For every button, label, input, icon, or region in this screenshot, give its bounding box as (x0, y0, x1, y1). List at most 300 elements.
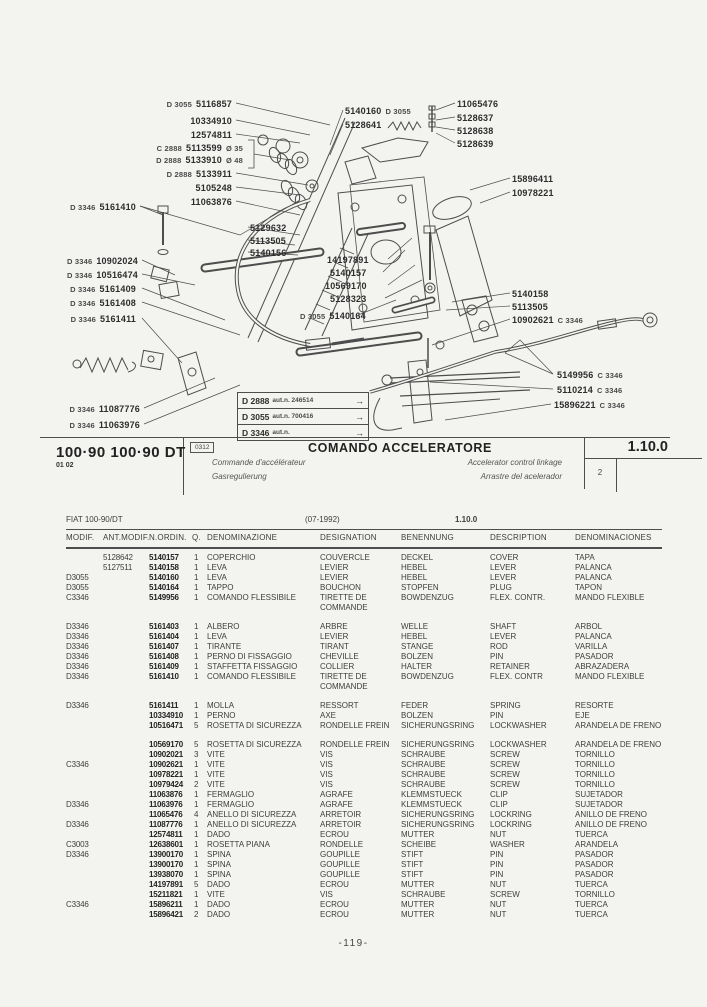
cell-description: CLIP (490, 800, 508, 809)
cell-denominazione: DADO (207, 900, 231, 909)
cell-modif: D3346 (66, 622, 89, 631)
cell-part-number: 5149956 (149, 593, 179, 602)
cell-quantity: 1 (194, 760, 199, 769)
cell-denominazione: ALBERO (207, 622, 240, 631)
column-header-modif: MODIF. (66, 533, 95, 542)
table-row (66, 900, 666, 910)
cell-designation: VIS (320, 890, 333, 899)
cell-denominazione: LEVA (207, 573, 227, 582)
cell-modif: C3346 (66, 760, 89, 769)
part-label-10902024: D 3346 10902024 (66, 256, 138, 266)
part-label-5128323: 5128323 (330, 294, 367, 304)
cell-benennung: BOLZEN (401, 711, 434, 720)
cell-benennung: MUTTER (401, 900, 435, 909)
cell-description: NUT (490, 880, 507, 889)
cell-denominazione: DADO (207, 830, 231, 839)
cell-part-number: 5161407 (149, 642, 179, 651)
cell-denominaciones: ARANDELA DE FRENO (575, 740, 662, 749)
part-label-15896411: 15896411 (512, 174, 554, 184)
cell-quantity: 2 (194, 780, 199, 789)
table-row (66, 750, 666, 760)
cell-denominazione: DADO (207, 910, 231, 919)
cell-denominaciones: ANILLO DE FRENO (575, 810, 648, 819)
cell-denominaciones: TORNILLO (575, 750, 615, 759)
parts-diagram (0, 0, 707, 440)
cell-quantity: 1 (194, 860, 199, 869)
cell-part-number: 11065476 (149, 810, 183, 819)
cell-denominaciones: VARILLA (575, 642, 608, 651)
cell-benennung: SCHRAUBE (401, 770, 446, 779)
cell-denominaciones: PALANCA (575, 632, 612, 641)
table-row (66, 721, 666, 731)
cell-designation: ARRETOIR (320, 810, 362, 819)
cell-benennung: STANGE (401, 642, 434, 651)
table-row (66, 780, 666, 790)
cell-designation: COLLIER (320, 662, 355, 671)
cell-description: CLIP (490, 790, 508, 799)
cell-part-number: 5140164 (149, 583, 179, 592)
cell-description: WASHER (490, 840, 525, 849)
part-label-5105248: 5105248 (195, 183, 232, 193)
table-row (66, 672, 666, 692)
cell-benennung: BOLZEN (401, 652, 434, 661)
cell-benennung: STIFT (401, 870, 424, 879)
page-number: -119- (338, 938, 369, 949)
table-header-bottom-rule (66, 547, 662, 549)
cell-designation: ARBRE (320, 622, 348, 631)
cell-description: PIN (490, 850, 504, 859)
cell-quantity: 1 (194, 830, 199, 839)
cell-designation: TIRETTE DE COMMANDE (320, 593, 368, 612)
cell-description: SCREW (490, 760, 520, 769)
cell-description: PIN (490, 711, 504, 720)
part-label-5140160: 5140160 D 3055 (345, 106, 411, 116)
cell-modif: D3346 (66, 701, 89, 710)
cell-quantity: 1 (194, 800, 199, 809)
cell-part-number: 13900170 (149, 860, 183, 869)
cell-description: NUT (490, 830, 507, 839)
arrow-right-icon: → (355, 427, 364, 438)
table-row (66, 790, 666, 800)
part-label-5128641: 5128641 (345, 120, 382, 130)
table-row (66, 622, 666, 632)
cell-denominazione: ROSETTA DI SICUREZZA (207, 740, 302, 749)
cell-denominaciones: ABRAZADERA (575, 662, 630, 671)
cell-benennung: HEBEL (401, 573, 428, 582)
cell-quantity: 1 (194, 850, 199, 859)
cell-denominazione: LEVA (207, 632, 227, 641)
cell-designation: AGRAFE (320, 790, 353, 799)
part-label-11063976: D 3346 11063976 (69, 420, 140, 430)
cell-designation: LEVIER (320, 573, 349, 582)
part-label-5140157: 5140157 (330, 268, 367, 278)
part-label-5110214: 5110214 C 3346 (557, 385, 623, 395)
cell-description: LEVER (490, 563, 517, 572)
table-section-label: 1.10.0 (455, 515, 478, 524)
cell-quantity: 4 (194, 810, 199, 819)
cell-part-number: 5161404 (149, 632, 179, 641)
cell-designation: RONDELLE FREIN (320, 740, 390, 749)
cell-designation: ECROU (320, 910, 349, 919)
cell-denominaciones: ANILLO DE FRENO (575, 820, 648, 829)
cell-designation: COUVERCLE (320, 553, 370, 562)
table-row (66, 701, 666, 711)
cell-description: FLEX. CONTR. (490, 593, 546, 602)
column-header-benennung: BENENNUNG (401, 533, 454, 542)
title-block-divider-right (584, 437, 585, 489)
cell-quantity: 5 (194, 880, 199, 889)
part-label-10516474: D 3346 10516474 (66, 270, 138, 280)
cell-denominaciones: PASADOR (575, 652, 614, 661)
table-row (66, 652, 666, 662)
model-code: 01 02 (56, 462, 74, 469)
cell-description: SPRING (490, 701, 521, 710)
cell-part-number: 15896421 (149, 910, 183, 919)
sheet-number: 2 (597, 468, 603, 477)
cell-description: PIN (490, 860, 504, 869)
part-label-5113599: C 2888 5113599 Ø 35 (156, 143, 243, 153)
cell-designation: RONDELLE (320, 840, 364, 849)
part-label-5161409: D 3346 5161409 (70, 284, 136, 294)
cell-quantity: 1 (194, 632, 199, 641)
cell-denominazione: COMANDO FLESSIBILE (207, 593, 296, 602)
cell-part-number: 10569170 (149, 740, 183, 749)
cell-part-number: 14197891 (149, 880, 183, 889)
column-header-q: Q. (192, 533, 201, 542)
part-label-5161410: D 3346 5161410 (70, 202, 136, 212)
cell-quantity: 1 (194, 701, 199, 710)
cell-benennung: HALTER (401, 662, 432, 671)
part-label-5140164: D 3055 5140164 (300, 311, 366, 321)
table-row (66, 593, 666, 613)
cell-designation: GOUPILLE (320, 850, 361, 859)
subtitle-spanish: Arrastre del acelerador (480, 472, 562, 481)
ref-variant-code: D 3055 (242, 411, 270, 422)
column-header-antmodif: ANT.MODIF. (103, 533, 150, 542)
table-date-label: (07-1992) (305, 515, 340, 524)
cell-part-number: 10979424 (149, 780, 183, 789)
cell-designation: LEVIER (320, 632, 349, 641)
ref-autn-text: aut.n. 246514 (272, 397, 314, 404)
table-row (66, 632, 666, 642)
cell-denominaciones: PASADOR (575, 850, 614, 859)
table-row (66, 711, 666, 721)
cell-designation: TIRANT (320, 642, 349, 651)
cell-part-number: 5140158 (149, 563, 179, 572)
arrow-right-icon: → (355, 395, 364, 406)
subtitle-english: Accelerator control linkage (467, 458, 562, 467)
cell-benennung: SICHERUNGSRING (401, 810, 475, 819)
cell-denominaciones: TAPON (575, 583, 602, 592)
cell-quantity: 2 (194, 910, 199, 919)
cell-benennung: SICHERUNGSRING (401, 820, 475, 829)
cell-benennung: MUTTER (401, 830, 435, 839)
cell-designation: VIS (320, 760, 333, 769)
cell-denominaciones: RESORTE (575, 701, 614, 710)
cell-benennung: SCHRAUBE (401, 780, 446, 789)
cell-part-number: 11063876 (149, 790, 183, 799)
cell-benennung: HEBEL (401, 563, 428, 572)
cell-denominaciones: ARBOL (575, 622, 603, 631)
cell-denominazione: FERMAGLIO (207, 790, 255, 799)
table-row (66, 880, 666, 890)
cell-designation: RONDELLE FREIN (320, 721, 390, 730)
table-row (66, 760, 666, 770)
cell-benennung: KLEMMSTUECK (401, 800, 462, 809)
cell-designation: ECROU (320, 830, 349, 839)
cell-modif: C3346 (66, 900, 89, 909)
table-row (66, 910, 666, 920)
cell-modif: D3346 (66, 662, 89, 671)
cell-denominazione: COPERCHIO (207, 553, 256, 562)
cell-modif: D3346 (66, 850, 89, 859)
cell-designation: BOUCHON (320, 583, 361, 592)
ref-variant-code: D 2888 (242, 395, 270, 406)
part-label-5129632: 5129632 (250, 223, 287, 233)
cell-description: LOCKRING (490, 820, 532, 829)
column-header-nordin: N.ORDIN. (149, 533, 187, 542)
part-label-5133911: D 2888 5133911 (166, 169, 232, 179)
cell-denominaciones: ARANDELA DE FRENO (575, 721, 662, 730)
part-label-5116857: D 3055 5116857 (166, 99, 232, 109)
sheet-cell-divider (616, 458, 617, 492)
part-label-5128639: 5128639 (457, 139, 494, 149)
cell-benennung: MUTTER (401, 880, 435, 889)
cell-part-number: 5161409 (149, 662, 179, 671)
cell-designation: AGRAFE (320, 800, 353, 809)
cell-benennung: SCHEIBE (401, 840, 437, 849)
cell-part-number: 5140160 (149, 573, 179, 582)
part-label-5113505: 5113505 (250, 236, 286, 246)
cell-denominaciones: TUERCA (575, 910, 608, 919)
cell-denominazione: COMANDO FLESSIBILE (207, 672, 296, 681)
part-label-5133910: D 2888 5133910 Ø 48 (156, 155, 243, 165)
table-row (66, 850, 666, 860)
cell-benennung: BOWDENZUG (401, 593, 454, 602)
cell-quantity: 1 (194, 870, 199, 879)
cell-modif: D3346 (66, 642, 89, 651)
table-row (66, 870, 666, 880)
table-row (66, 662, 666, 672)
table-row (66, 553, 666, 563)
cell-denominazione: MOLLA (207, 701, 235, 710)
cell-benennung: STOPFEN (401, 583, 439, 592)
cell-denominazione: VITE (207, 890, 225, 899)
table-body (66, 553, 666, 920)
cell-designation: GOUPILLE (320, 870, 361, 879)
cell-quantity: 3 (194, 750, 199, 759)
cell-description: COVER (490, 553, 519, 562)
table-row (66, 563, 666, 573)
cell-denominaciones: EJE (575, 711, 590, 720)
cell-designation: RESSORT (320, 701, 359, 710)
cell-ant-modif: 5128642 (103, 553, 133, 562)
part-label-5149956: 5149956 C 3346 (557, 370, 623, 380)
cell-modif: D3346 (66, 652, 89, 661)
part-label-5140156: 5140156 (250, 248, 287, 258)
cell-denominazione: SPINA (207, 850, 232, 859)
cell-part-number: 11063976 (149, 800, 183, 809)
part-label-5128637: 5128637 (457, 113, 494, 123)
cell-quantity: 1 (194, 563, 199, 572)
cell-part-number: 15211821 (149, 890, 183, 899)
cell-quantity: 1 (194, 820, 199, 829)
cell-denominazione: ANELLO DI SICUREZZA (207, 810, 297, 819)
cell-description: LOCKRING (490, 810, 532, 819)
cell-denominazione: TIRANTE (207, 642, 242, 651)
part-label-5140158: 5140158 (512, 289, 549, 299)
part-label-5128638: 5128638 (457, 126, 494, 136)
table-row (66, 573, 666, 583)
cell-denominaciones: TUERCA (575, 880, 608, 889)
part-label-10569170: 10569170 (325, 281, 367, 291)
part-label-10978221: 10978221 (512, 188, 554, 198)
cell-quantity: 1 (194, 900, 199, 909)
cell-quantity: 1 (194, 553, 199, 562)
cell-modif: D3346 (66, 800, 89, 809)
table-row (66, 840, 666, 850)
part-label-5161408: D 3346 5161408 (70, 298, 136, 308)
cell-description: SHAFT (490, 622, 517, 631)
cell-benennung: SCHRAUBE (401, 890, 446, 899)
part-label-11063876: 11063876 (190, 197, 232, 207)
cell-modif: D3055 (66, 583, 89, 592)
ref-variant-code: D 3346 (242, 427, 270, 438)
part-label-14197891: 14197891 (327, 255, 369, 265)
cell-part-number: 5161408 (149, 652, 179, 661)
cell-quantity: 1 (194, 593, 199, 602)
page-title: COMANDO ACCELERATORE (308, 441, 492, 455)
cell-quantity: 1 (194, 890, 199, 899)
cell-denominaciones: PASADOR (575, 870, 614, 879)
cell-denominazione: VITE (207, 750, 225, 759)
cell-quantity: 1 (194, 622, 199, 631)
cell-designation: ECROU (320, 880, 349, 889)
cell-denominaciones: SUJETADOR (575, 800, 623, 809)
part-label-11087776: D 3346 11087776 (69, 404, 140, 414)
cell-denominazione: VITE (207, 770, 225, 779)
ref-box-row-D-2888 (238, 393, 368, 409)
cell-denominaciones: MANDO FLEXIBLE (575, 672, 645, 681)
part-label-10902621: 10902621 C 3346 (512, 315, 584, 325)
section-cell-rule (584, 458, 702, 459)
model-name: 100·90 100·90 DT (56, 444, 186, 461)
part-label-15896221: 15896221 C 3346 (554, 400, 626, 410)
cell-quantity: 1 (194, 840, 199, 849)
column-header-denominaciones: DENOMINACIONES (575, 533, 652, 542)
cell-part-number: 10516471 (149, 721, 183, 730)
table-row (66, 740, 666, 750)
cell-part-number: 15896211 (149, 900, 183, 909)
cell-benennung: KLEMMSTUECK (401, 790, 462, 799)
cell-description: FLEX. CONTR (490, 672, 543, 681)
cell-part-number: 10334910 (149, 711, 183, 720)
cell-denominaciones: PALANCA (575, 573, 612, 582)
cell-designation: VIS (320, 780, 333, 789)
cell-description: SCREW (490, 750, 520, 759)
cell-ant-modif: 5127511 (103, 563, 133, 572)
part-label-10334910: 10334910 (190, 116, 232, 126)
cell-denominazione: LEVA (207, 563, 227, 572)
cell-quantity: 1 (194, 573, 199, 582)
cell-benennung: WELLE (401, 622, 429, 631)
cell-description: NUT (490, 900, 507, 909)
table-row (66, 860, 666, 870)
cell-description: LOCKWASHER (490, 740, 547, 749)
ref-autn-text: aut.n. (272, 429, 290, 436)
cell-part-number: 10902021 (149, 750, 183, 759)
table-row (66, 642, 666, 652)
subtitle-french: Commande d'accélérateur (212, 458, 306, 467)
cell-part-number: 5161403 (149, 622, 179, 631)
cell-quantity: 1 (194, 711, 199, 720)
title-block-top-rule (40, 437, 670, 438)
table-header-top-rule (66, 529, 662, 530)
cell-quantity: 1 (194, 642, 199, 651)
cell-designation: ECROU (320, 900, 349, 909)
cell-designation: CHEVILLE (320, 652, 359, 661)
cell-description: SCREW (490, 780, 520, 789)
cell-quantity: 1 (194, 790, 199, 799)
cell-benennung: SICHERUNGSRING (401, 740, 475, 749)
column-header-denominazione: DENOMINAZIONE (207, 533, 278, 542)
cell-denominazione: STAFFETTA FISSAGGIO (207, 662, 298, 671)
cell-denominazione: VITE (207, 780, 225, 789)
cell-part-number: 12574811 (149, 830, 183, 839)
cell-benennung: MUTTER (401, 910, 435, 919)
cell-part-number: 13900170 (149, 850, 183, 859)
cell-designation: TIRETTE DE COMMANDE (320, 672, 368, 691)
cell-designation: ARRETOIR (320, 820, 362, 829)
cell-benennung: DECKEL (401, 553, 434, 562)
cell-benennung: STIFT (401, 850, 424, 859)
cell-part-number: 5161410 (149, 672, 179, 681)
cell-denominaciones: PALANCA (575, 563, 612, 572)
cell-part-number: 5140157 (149, 553, 179, 562)
table-model-label: FIAT 100-90/DT (66, 515, 123, 524)
cell-quantity: 1 (194, 583, 199, 592)
column-header-description: DESCRIPTION (490, 533, 547, 542)
cell-modif: D3346 (66, 672, 89, 681)
part-label-5161411: D 3346 5161411 (70, 314, 136, 324)
cell-modif: D3346 (66, 820, 89, 829)
cell-quantity: 1 (194, 662, 199, 671)
cell-denominaciones: TUERCA (575, 900, 608, 909)
cell-description: PLUG (490, 583, 512, 592)
cell-designation: VIS (320, 750, 333, 759)
cell-description: ROD (490, 642, 508, 651)
cell-denominaciones: TORNILLO (575, 890, 615, 899)
cell-benennung: STIFT (401, 860, 424, 869)
part-label-11065476: 11065476 (457, 99, 499, 109)
cell-quantity: 1 (194, 770, 199, 779)
cell-denominazione: ROSETTA DI SICUREZZA (207, 721, 302, 730)
column-header-designation: DESIGNATION (320, 533, 377, 542)
cell-denominaciones: TUERCA (575, 830, 608, 839)
cell-designation: LEVIER (320, 563, 349, 572)
cell-benennung: SICHERUNGSRING (401, 721, 475, 730)
ref-box-row-D-3055 (238, 409, 368, 425)
cell-quantity: 5 (194, 721, 199, 730)
cell-description: PIN (490, 870, 504, 879)
cell-modif: C3346 (66, 593, 89, 602)
cell-denominazione: FERMAGLIO (207, 800, 255, 809)
part-label-5113505: 5113505 (512, 302, 548, 312)
table-row (66, 830, 666, 840)
cell-denominazione: SPINA (207, 870, 232, 879)
cell-description: PIN (490, 652, 504, 661)
cell-quantity: 5 (194, 740, 199, 749)
